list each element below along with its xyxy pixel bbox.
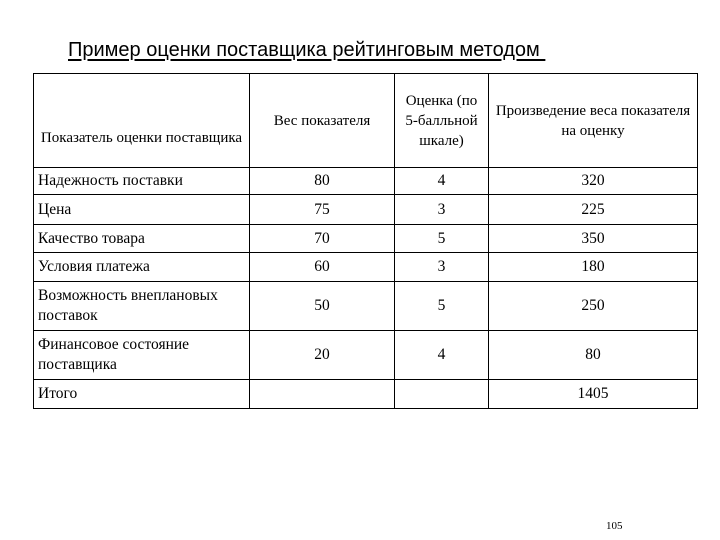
page-title: Пример оценки поставщика рейтинговым методом: [68, 39, 546, 61]
product-cell: 350: [489, 225, 698, 253]
table-header-row: [34, 74, 698, 168]
score-cell: 4: [395, 331, 489, 380]
table-row: [34, 331, 698, 380]
score-cell: 5: [395, 282, 489, 331]
score-cell: 3: [395, 195, 489, 225]
total-score-cell: [395, 380, 489, 409]
indicator-cell: Качество товара: [34, 225, 250, 253]
table-row: [34, 282, 698, 331]
table-row: [34, 253, 698, 282]
rating-table: [33, 73, 698, 409]
total-weight-cell: [250, 380, 395, 409]
table-row: [34, 195, 698, 225]
score-cell: 5: [395, 225, 489, 253]
weight-cell: 60: [250, 253, 395, 282]
indicator-cell: Условия платежа: [34, 253, 250, 282]
weight-cell: 75: [250, 195, 395, 225]
header-weight: Вес показателя: [250, 74, 395, 168]
table-row: [34, 168, 698, 195]
score-cell: 4: [395, 168, 489, 195]
product-cell: 250: [489, 282, 698, 331]
page-number: 105: [606, 520, 623, 532]
product-cell: 180: [489, 253, 698, 282]
indicator-cell: Финансовое состояние поставщика: [34, 331, 250, 380]
weight-cell: 70: [250, 225, 395, 253]
weight-cell: 50: [250, 282, 395, 331]
indicator-cell: Надежность поставки: [34, 168, 250, 195]
total-label: Итого: [34, 380, 250, 409]
table-row: [34, 225, 698, 253]
product-cell: 320: [489, 168, 698, 195]
header-product: Произведение веса показателя на оценку: [489, 74, 698, 168]
indicator-cell: Цена: [34, 195, 250, 225]
total-product-cell: 1405: [489, 380, 698, 409]
weight-cell: 80: [250, 168, 395, 195]
product-cell: 80: [489, 331, 698, 380]
table-total-row: [34, 380, 698, 409]
score-cell: 3: [395, 253, 489, 282]
header-score: Оценка (по 5-балльной шкале): [395, 74, 489, 168]
weight-cell: 20: [250, 331, 395, 380]
indicator-cell: Возможность внеплановых поставок: [34, 282, 250, 331]
header-indicator: Показатель оценки поставщика: [34, 74, 250, 168]
product-cell: 225: [489, 195, 698, 225]
